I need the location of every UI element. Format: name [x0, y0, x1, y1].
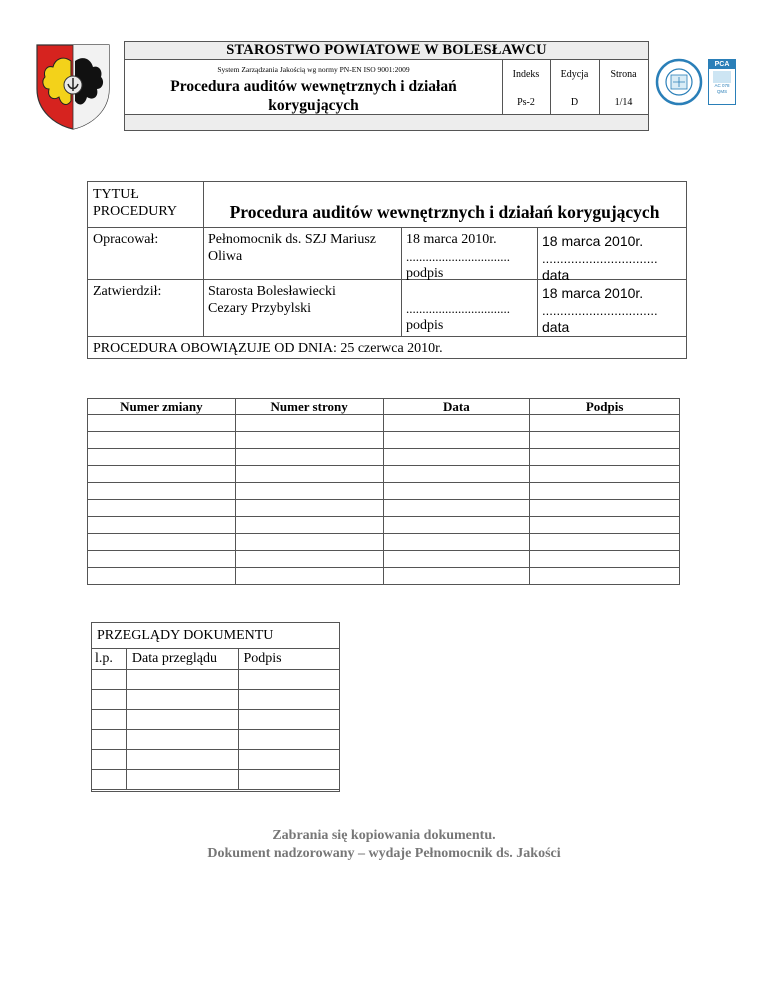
table-cell: [239, 730, 340, 750]
table-cell: [126, 690, 239, 710]
table-row: [92, 730, 340, 750]
table-row: [92, 750, 340, 770]
prepared-label: Opracował:: [93, 232, 159, 247]
approved-by: Starosta Bolesławiecki Cezary Przybylski: [208, 284, 336, 316]
table-cell: [239, 750, 340, 770]
table-cell: [383, 483, 530, 500]
table-row: [92, 670, 340, 690]
table-cell: [88, 449, 236, 466]
page-number-header: Numer strony: [235, 399, 383, 415]
table-row: [88, 466, 680, 483]
table-cell: [88, 517, 236, 534]
table-cell: [530, 517, 680, 534]
changes-header-row: [88, 399, 680, 415]
edition-value: D: [570, 97, 579, 108]
table-cell: [530, 432, 680, 449]
certification-seal-icon: [655, 58, 703, 106]
table-cell: [88, 415, 236, 432]
table-cell: [530, 568, 680, 585]
prepared-date-block: 18 marca 2010r. ................................ data: [542, 233, 658, 283]
table-cell: [383, 432, 530, 449]
effective-date: PROCEDURA OBOWIĄZUJE OD DNIA: 25 czerwca 2010r.: [93, 341, 443, 356]
table-cell: [239, 770, 340, 790]
table-cell: [88, 432, 236, 449]
reviews-title: PRZEGLĄDY DOKUMENTU: [97, 628, 274, 643]
table-cell: [235, 534, 383, 551]
pca-accreditation-badge: PCA AC 078 QMS: [708, 59, 736, 105]
table-cell: [530, 534, 680, 551]
table-cell: [383, 500, 530, 517]
table-cell: [383, 534, 530, 551]
table-cell: [235, 500, 383, 517]
table-cell: [235, 466, 383, 483]
table-cell: [530, 415, 680, 432]
table-cell: [530, 483, 680, 500]
table-cell: [383, 415, 530, 432]
table-cell: [383, 466, 530, 483]
table-cell: [126, 770, 239, 790]
procedure-title: Procedura auditów wewnętrznych i działań korygujących: [229, 202, 660, 222]
table-cell: [88, 568, 236, 585]
table-row: [88, 415, 680, 432]
table-cell: [88, 551, 236, 568]
edition-label: Edycja: [560, 69, 589, 80]
table-cell: [92, 690, 127, 710]
title-label: TYTUŁ PROCEDURY: [93, 187, 178, 219]
changes-table: [87, 398, 680, 585]
table-row: [92, 690, 340, 710]
date-header: Data: [383, 399, 530, 415]
footer-issuer-notice: Dokument nadzorowany – wydaje Pełnomocnik ds. Jakości: [207, 846, 561, 861]
table-cell: [92, 770, 127, 790]
table-cell: [235, 432, 383, 449]
table-row: [88, 551, 680, 568]
prepared-by: Pełnomocnik ds. SZJ Mariusz Oliwa: [208, 232, 376, 264]
table-cell: [126, 670, 239, 690]
signature-header: Podpis: [530, 399, 680, 415]
table-cell: [92, 710, 127, 730]
table-cell: [383, 551, 530, 568]
document-reviews-table: [91, 622, 340, 792]
table-cell: [530, 551, 680, 568]
change-number-header: Numer zmiany: [88, 399, 236, 415]
footer-copy-notice: Zabrania się kopiowania dokumentu.: [272, 828, 496, 843]
table-cell: [530, 500, 680, 517]
table-cell: [530, 449, 680, 466]
table-row: [88, 568, 680, 585]
table-cell: [235, 415, 383, 432]
table-cell: [88, 466, 236, 483]
review-date-header: Data przeglądu: [126, 649, 239, 670]
table-cell: [235, 568, 383, 585]
approved-signature-block: ................................ podpis: [406, 301, 510, 333]
table-cell: [383, 449, 530, 466]
table-row: [88, 500, 680, 517]
quality-system-caption: System Zarządzania Jakością wg normy PN-EN ISO 9001:2009: [217, 65, 410, 74]
table-cell: [88, 483, 236, 500]
review-signature-header: Podpis: [239, 649, 340, 670]
page-value: 1/14: [614, 97, 633, 108]
table-cell: [530, 466, 680, 483]
document-header: [124, 41, 649, 131]
header-procedure-title: Procedura auditów wewnętrznych i działań korygujących: [170, 78, 457, 114]
table-row: [88, 517, 680, 534]
table-cell: [88, 500, 236, 517]
table-cell: [239, 710, 340, 730]
prepared-signature-block: 18 marca 2010r. ................................ podpis: [406, 232, 510, 281]
table-cell: [92, 730, 127, 750]
office-name: STAROSTWO POWIATOWE W BOLESŁAWCU: [125, 42, 648, 60]
table-cell: [235, 449, 383, 466]
table-row: [92, 710, 340, 730]
table-row: [88, 432, 680, 449]
table-cell: [126, 710, 239, 730]
table-row: [88, 534, 680, 551]
table-cell: [235, 517, 383, 534]
procedure-info-table: [87, 181, 687, 359]
table-cell: [239, 670, 340, 690]
approved-label: Zatwierdził:: [93, 284, 162, 299]
table-cell: [383, 568, 530, 585]
index-value: Ps-2: [517, 97, 535, 108]
table-row: [88, 449, 680, 466]
lp-header: l.p.: [92, 649, 127, 670]
table-cell: [92, 750, 127, 770]
table-row: [88, 483, 680, 500]
page-label: Strona: [610, 69, 637, 80]
table-cell: [235, 551, 383, 568]
index-label: Indeks: [512, 69, 540, 80]
table-cell: [92, 670, 127, 690]
table-cell: [383, 517, 530, 534]
table-row: [92, 770, 340, 790]
table-cell: [126, 750, 239, 770]
table-cell: [239, 690, 340, 710]
table-cell: [126, 730, 239, 750]
header-meta-grid: [502, 59, 648, 116]
approved-date-block: 18 marca 2010r. ................................ data: [542, 285, 658, 335]
coat-of-arms-logo: [33, 41, 113, 131]
table-cell: [235, 483, 383, 500]
table-cell: [88, 534, 236, 551]
